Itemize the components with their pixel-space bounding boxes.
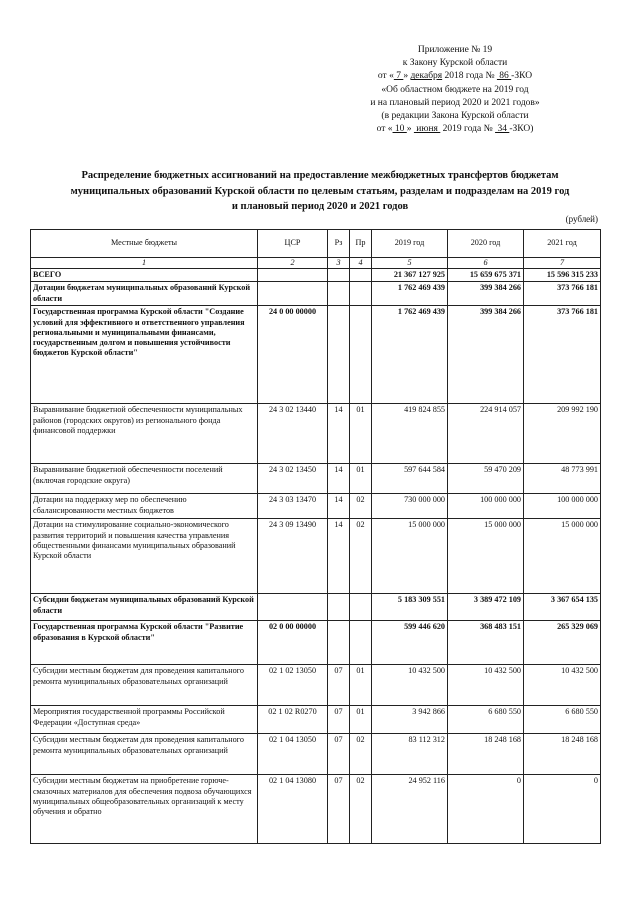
appendix-line: от « 10 » июня 2019 года № 34 -ЗКО) <box>376 124 534 135</box>
row-value-2021: 10 432 500 <box>524 665 601 706</box>
row-value-2021: 265 329 069 <box>524 621 601 665</box>
table-row <box>31 734 601 775</box>
row-value-2021: 6 680 550 <box>524 706 601 734</box>
row-value-2020: 6 680 550 <box>448 706 524 734</box>
column-number: 4 <box>350 258 372 269</box>
row-value-2021: 15 596 315 233 <box>524 269 601 282</box>
row-value-2020: 0 <box>448 775 524 844</box>
row-value-2021: 100 000 000 <box>524 494 601 519</box>
title-line: муниципальных образований Курской области по целевым статьям, разделам и подразделам на 2019 год <box>70 185 570 197</box>
column-number: 2 <box>258 258 328 269</box>
row-name: Субсидии бюджетам муниципальных образований Курской области <box>31 594 258 621</box>
table-body <box>31 269 601 844</box>
row-name: Мероприятия государственной программы Российской Федерации «Доступная среда» <box>31 706 258 734</box>
row-pr <box>350 594 372 621</box>
column-number: 6 <box>448 258 524 269</box>
row-rz: 07 <box>328 734 350 775</box>
row-value-2021: 48 773 991 <box>524 464 601 494</box>
appendix-line: и на плановый период 2020 и 2021 годов» <box>370 97 540 108</box>
row-value-2019: 10 432 500 <box>372 665 448 706</box>
row-rz: 14 <box>328 464 350 494</box>
row-value-2019: 83 112 312 <box>372 734 448 775</box>
appendix-line: от « 7 » декабря 2018 года № 86 -ЗКО <box>377 71 533 82</box>
row-value-2020: 224 914 057 <box>448 404 524 464</box>
title-line: Распределение бюджетных ассигнований на предоставление межбюджетных трансфертов бюджетам <box>81 170 559 181</box>
table-row <box>31 519 601 594</box>
row-value-2019: 1 762 469 439 <box>372 306 448 404</box>
row-value-2021: 209 992 190 <box>524 404 601 464</box>
row-csr-code <box>258 269 328 282</box>
row-value-2020: 15 659 675 371 <box>448 269 524 282</box>
title-line: и плановый период 2020 и 2021 годов <box>231 201 409 212</box>
row-rz: 07 <box>328 665 350 706</box>
row-rz <box>328 306 350 404</box>
table-row <box>31 404 601 464</box>
row-value-2020: 399 384 266 <box>448 306 524 404</box>
budget-table <box>30 229 601 844</box>
appendix-line: к Закону Курской области <box>402 58 508 69</box>
row-rz: 14 <box>328 519 350 594</box>
row-pr: 02 <box>350 775 372 844</box>
row-value-2019: 15 000 000 <box>372 519 448 594</box>
row-csr-code <box>258 594 328 621</box>
row-rz: 14 <box>328 404 350 464</box>
row-pr <box>350 621 372 665</box>
row-rz: 07 <box>328 775 350 844</box>
appendix-header <box>340 44 570 136</box>
row-pr <box>350 282 372 306</box>
row-name: Субсидии местным бюджетам для проведения капитального ремонта муниципальных образовательных организаций <box>31 665 258 706</box>
table-row <box>31 594 601 621</box>
row-value-2019: 597 644 584 <box>372 464 448 494</box>
row-value-2021: 373 766 181 <box>524 306 601 404</box>
row-pr: 01 <box>350 665 372 706</box>
row-csr-code: 24 3 02 13440 <box>258 404 328 464</box>
column-number: 3 <box>328 258 350 269</box>
table-row <box>31 706 601 734</box>
row-rz: 14 <box>328 494 350 519</box>
row-pr: 01 <box>350 706 372 734</box>
row-csr-code: 02 1 04 13050 <box>258 734 328 775</box>
table-row <box>31 464 601 494</box>
table-row <box>31 665 601 706</box>
row-rz: 07 <box>328 706 350 734</box>
appendix-line: Приложение № 19 <box>417 45 493 55</box>
row-pr: 02 <box>350 519 372 594</box>
row-value-2019: 419 824 855 <box>372 404 448 464</box>
row-value-2020: 15 000 000 <box>448 519 524 594</box>
row-value-2019: 5 183 309 551 <box>372 594 448 621</box>
row-value-2021: 373 766 181 <box>524 282 601 306</box>
row-value-2021: 18 248 168 <box>524 734 601 775</box>
header-local-budgets: Местные бюджеты <box>31 230 258 258</box>
row-name: Выравнивание бюджетной обеспеченности поселений (включая городские округа) <box>31 464 258 494</box>
row-name: Субсидии местным бюджетам на приобретение горюче-смазочных материалов для обеспечения подвоза обучающихся муниципальных общеобразовательных организаций к месту обучения и обратно <box>31 775 258 844</box>
row-csr-code: 24 0 00 00000 <box>258 306 328 404</box>
row-pr <box>350 269 372 282</box>
row-value-2019: 21 367 127 925 <box>372 269 448 282</box>
row-csr-code: 24 3 03 13470 <box>258 494 328 519</box>
row-value-2020: 10 432 500 <box>448 665 524 706</box>
row-value-2019: 3 942 866 <box>372 706 448 734</box>
header-pr: Пр <box>350 230 372 258</box>
row-csr-code <box>258 282 328 306</box>
document-title <box>28 168 612 215</box>
table-header-row <box>31 230 601 258</box>
row-name: Субсидии местным бюджетам для проведения капитального ремонта муниципальных образовательных организаций <box>31 734 258 775</box>
row-rz <box>328 282 350 306</box>
row-name: Государственная программа Курской области "Создание условий для эффективного и ответственного управления региональными и муниципальными финансами, государственным долгом и повышения устойчивости бюджетов Курской области" <box>31 306 258 404</box>
row-rz <box>328 621 350 665</box>
table-row <box>31 269 601 282</box>
row-name: Государственная программа Курской области "Развитие образования в Курской области" <box>31 621 258 665</box>
row-value-2020: 100 000 000 <box>448 494 524 519</box>
row-csr-code: 02 0 00 00000 <box>258 621 328 665</box>
row-pr: 01 <box>350 404 372 464</box>
header-2020: 2020 год <box>448 230 524 258</box>
row-pr: 02 <box>350 734 372 775</box>
appendix-line: «Об областном бюджете на 2019 год <box>381 84 529 95</box>
row-name: Дотации на поддержку мер по обеспечению сбалансированности местных бюджетов <box>31 494 258 519</box>
row-name: Дотации на стимулирование социально-экономического развития территорий и повышения качества управления общественными финансами муниципальных образований Курской области <box>31 519 258 594</box>
appendix-line: (в редакции Закона Курской области <box>381 111 529 122</box>
table-row <box>31 775 601 844</box>
table-row <box>31 282 601 306</box>
row-csr-code: 24 3 09 13490 <box>258 519 328 594</box>
row-value-2019: 599 446 620 <box>372 621 448 665</box>
row-value-2020: 368 483 151 <box>448 621 524 665</box>
row-pr: 02 <box>350 494 372 519</box>
row-value-2019: 1 762 469 439 <box>372 282 448 306</box>
unit-label: (рублей) <box>565 214 598 224</box>
row-value-2020: 59 470 209 <box>448 464 524 494</box>
row-value-2021: 3 367 654 135 <box>524 594 601 621</box>
header-2021: 2021 год <box>524 230 601 258</box>
row-name: ВСЕГО <box>31 269 258 282</box>
header-2019: 2019 год <box>372 230 448 258</box>
row-pr <box>350 306 372 404</box>
column-number: 1 <box>31 258 258 269</box>
row-value-2020: 18 248 168 <box>448 734 524 775</box>
table-row <box>31 494 601 519</box>
row-value-2021: 0 <box>524 775 601 844</box>
row-csr-code: 02 1 02 13050 <box>258 665 328 706</box>
row-csr-code: 02 1 02 R0270 <box>258 706 328 734</box>
row-pr: 01 <box>350 464 372 494</box>
row-name: Выравнивание бюджетной обеспеченности муниципальных районов (городских округов) из регионального фонда финансовой поддержки <box>31 404 258 464</box>
header-csr: ЦСР <box>258 230 328 258</box>
row-value-2019: 730 000 000 <box>372 494 448 519</box>
row-value-2021: 15 000 000 <box>524 519 601 594</box>
row-value-2020: 399 384 266 <box>448 282 524 306</box>
column-number: 7 <box>524 258 601 269</box>
row-csr-code: 02 1 04 13080 <box>258 775 328 844</box>
table-row <box>31 306 601 404</box>
column-number: 5 <box>372 258 448 269</box>
row-csr-code: 24 3 02 13450 <box>258 464 328 494</box>
row-name: Дотации бюджетам муниципальных образований Курской области <box>31 282 258 306</box>
row-rz <box>328 594 350 621</box>
row-value-2019: 24 952 116 <box>372 775 448 844</box>
row-value-2020: 3 389 472 109 <box>448 594 524 621</box>
row-rz <box>328 269 350 282</box>
header-rz: Рз <box>328 230 350 258</box>
table-row <box>31 621 601 665</box>
column-number-row <box>31 258 601 269</box>
